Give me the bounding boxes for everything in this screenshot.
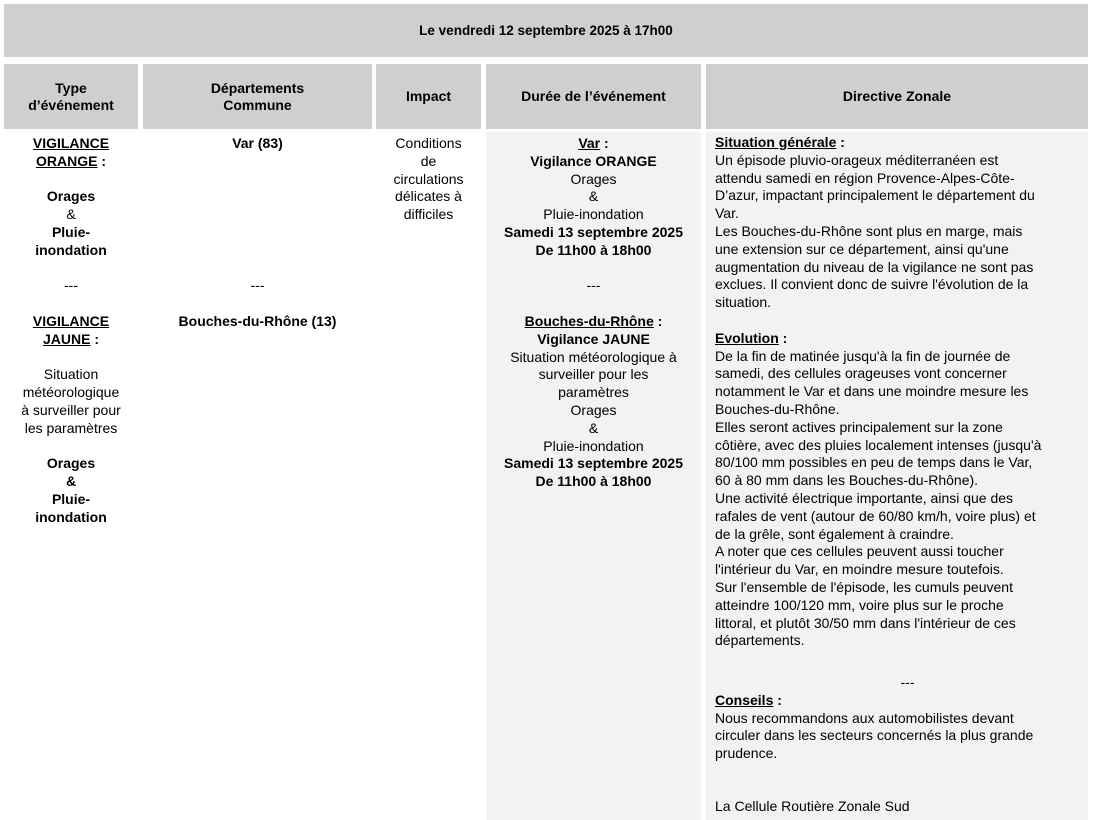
jaune-pluie-1: Pluie- [51,490,91,507]
directive-cell [706,132,1088,820]
header-duree [486,64,701,129]
situation-line-2: météorologique [22,384,120,401]
evolution-line: l'intérieur du Var, en moindre mesure toutefois. [715,561,1004,578]
header-impact-label: Impact [405,88,452,104]
orange-pluie-1: Pluie- [51,223,91,240]
evolution-title: Evolution [715,329,779,346]
situation-generale-heading [715,134,1080,152]
evolution-colon: : [778,329,788,346]
conseils-title: Conseils [715,691,774,708]
bulletin-date: Le vendredi 12 septembre 2025 à 17h00 [419,23,673,38]
situation-generale-line: augmentation du niveau de la vigilance ne sont pas [715,258,1034,275]
conseils-text [715,710,1080,763]
duree-var-time: De 11h00 à 18h00 [535,241,652,258]
situation-generale-line: une extension sur ce département, ainsi qu'une [715,240,1009,257]
header-departements [143,64,372,129]
duree-separator: --- [586,277,601,294]
departement-var: Var (83) [232,135,283,151]
duree-var-name: Var [578,135,601,151]
header-type-line2: d’événement [28,96,114,113]
evolution-line: A noter que ces cellules peuvent aussi toucher [715,543,1004,560]
type-cell [4,132,138,820]
evolution-line: Elles seront actives principalement sur la zone [715,418,1003,435]
evolution-line: littoral, et plutôt 30/50 mm dans l'intérieur de ces [715,614,1016,631]
header-type-line1: Type [55,79,87,96]
evolution-line: côtière, avec des pluies localement intenses (jusqu'à [715,436,1042,453]
evolution-line: De la fin de matinée jusqu'à la fin de journée de [715,347,1011,364]
situation-generale-title: Situation générale [715,134,837,150]
situation-line-4: les paramètres [24,419,118,436]
situation-generale-line: Var. [715,205,739,222]
duree-var-date: Samedi 13 septembre 2025 [504,223,683,240]
duree-var-param-1: Orages [570,170,617,187]
duree-var-vigilance: Vigilance ORANGE [530,152,657,169]
evolution-line: rafales de vent (autour de 60/80 km/h, voire plus) et [715,507,1036,524]
evolution-line: Sur l'ensemble de l'épisode, les cumuls peuvent [715,578,1013,595]
vigilance-jaune-label-1: VIGILANCE [32,312,110,329]
duree-bdr-colon: : [653,312,663,329]
jaune-pluie-2: inondation [35,508,107,525]
evolution-line: Bouches-du-Rhône. [715,400,840,417]
departement-bdr: Bouches-du-Rhône (13) [178,312,337,329]
header-type [4,64,138,129]
evolution-line: départements. [715,632,805,649]
departements-separator: --- [250,277,265,294]
header-directive-label: Directive Zonale [842,88,952,104]
vigilance-orange-colon: : [101,152,106,169]
vigilance-jaune-label-2: JAUNE [42,330,91,347]
type-separator: --- [64,277,78,294]
signature: La Cellule Routière Zonale Sud [715,798,910,815]
vigilance-jaune-colon: : [94,330,100,347]
duree-var-param-3: Pluie-inondation [543,206,644,223]
duree-var-param-2: & [588,188,599,205]
orange-amp: & [66,206,76,223]
evolution-heading [715,330,1080,348]
situation-generale-line: D’azur, impactant principalement le département du [715,187,1035,204]
orange-orages: Orages [46,188,96,205]
impact-line-1: Conditions [395,135,462,151]
duree-bdr-situation-3: paramètres [558,384,629,401]
conseils-colon: : [773,691,782,708]
departements-cell [143,132,372,820]
evolution-line: samedi, des cellules orageuses vont concerner [715,365,1007,382]
duree-bdr-vigilance: Vigilance JAUNE [537,330,650,347]
header-departements-line2: Commune [223,96,292,113]
duree-bdr-situation-2: surveiller pour les [538,366,649,383]
evolution-text [715,348,1080,651]
duree-bdr-situation-1: Situation météorologique à [510,348,677,365]
conseils-line: Nous recommandons aux automobilistes devant [715,709,1014,726]
impact-line-4: délicates à [395,188,462,205]
situation-generale-line: Les Bouches-du-Rhône sont plus en marge, mais [715,222,1023,239]
situation-generale-line: situation. [715,294,772,311]
jaune-amp: & [65,473,77,490]
duree-bdr-param-3: Pluie-inondation [543,437,644,454]
vigilance-orange-label-1: VIGILANCE [32,135,110,151]
situation-line-1: Situation [43,366,99,383]
evolution-line: Une activité électrique importante, ainsi que des [715,489,1014,506]
impact-line-5: difficiles [403,206,454,223]
header-departements-line1: Départements [210,79,305,96]
header-directive [706,64,1088,129]
header-impact [376,64,481,129]
directive-separator: --- [900,673,915,690]
conseils-heading [715,692,1080,710]
bulletin-date-title [4,4,1088,57]
impact-cell [376,132,481,820]
duree-bdr-param-2: & [588,419,599,436]
duree-bdr-name: Bouches-du-Rhône [524,312,654,329]
situation-generale-line: exclues. Il convient donc de suivre l'évolution de la [715,276,1029,293]
evolution-line: 80/100 mm possibles en peu de temps dans le Var, [715,454,1033,471]
situation-generale-line: Un épisode pluvio-orageux méditerranéen est [715,151,999,168]
duree-bdr-date: Samedi 13 septembre 2025 [504,455,683,472]
evolution-line: notamment le Var et dans une moindre mesure les [715,383,1029,400]
situation-generale-colon: : [836,134,845,150]
vigilance-orange-label-2: ORANGE [35,152,98,169]
situation-generale-line: attendu samedi en région Provence-Alpes-Côte- [715,169,1015,186]
impact-line-2: de [420,152,437,169]
duree-bdr-param-1: Orages [570,401,617,418]
orange-pluie-2: inondation [35,241,107,258]
duree-cell [486,132,701,820]
conseils-line: circuler dans les secteurs concernés la plus grande [715,727,1034,744]
evolution-line: de la grêle, sont également à craindre. [715,525,954,542]
conseils-line: prudence. [715,745,778,762]
situation-line-3: à surveiller pour [21,401,121,418]
duree-bdr-time: De 11h00 à 18h00 [535,473,652,490]
jaune-orages: Orages [46,455,96,472]
header-duree-label: Durée de l’événement [521,88,666,104]
evolution-line: 60 à 80 mm dans les Bouches-du-Rhône). [715,472,979,489]
impact-line-3: circulations [393,170,464,187]
situation-generale-text [715,152,1080,312]
duree-var-colon: : [600,135,609,151]
evolution-line: atteindre 100/120 mm, voire plus sur le proche [715,596,1004,613]
